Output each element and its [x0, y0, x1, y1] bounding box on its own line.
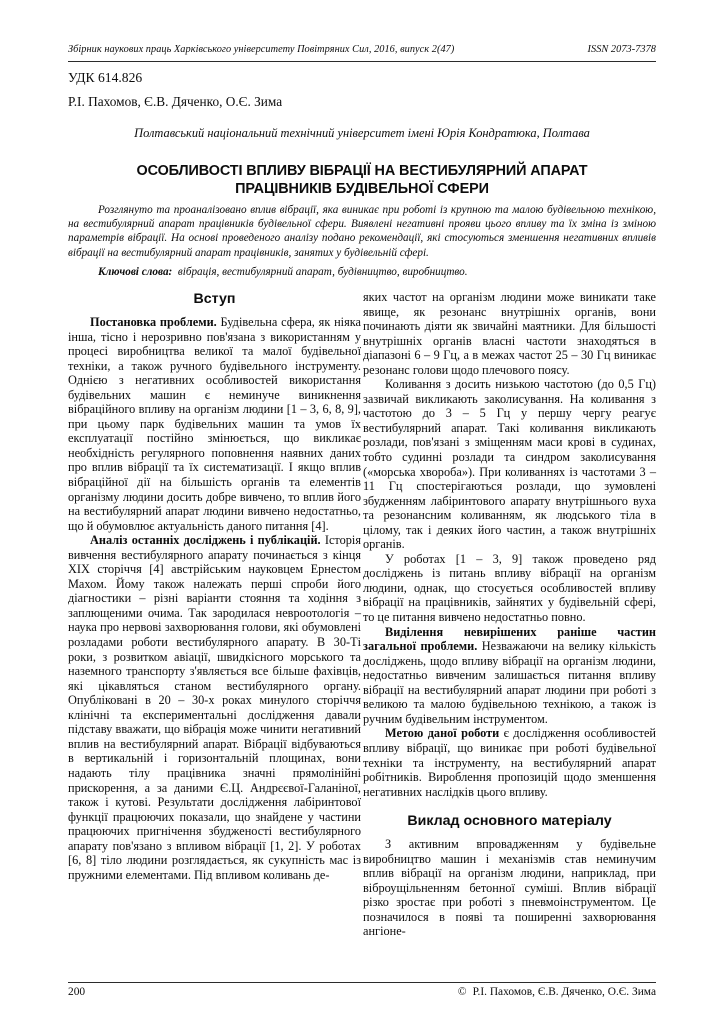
- keywords-list: вібрація, вестибулярний апарат, будівництво, виробництво.: [177, 266, 468, 278]
- section-heading-main-material: Виклад основного матеріалу: [407, 813, 612, 830]
- body-column-left: [68, 290, 361, 882]
- paragraph-lead-literature-review: Аналіз останніх досліджень і публікацій.: [90, 533, 321, 548]
- paragraph-literature-review: [68, 533, 361, 882]
- paragraph-lead-aim: Метою даної роботи: [385, 726, 500, 741]
- section-heading-intro: Вступ: [193, 291, 236, 307]
- paragraph-text-unsolved-parts: Незважаючи на велику кількість досліджень, щодо впливу вібрації на організм людини, недостатньо вивченим залишається питання впливу вібрації на вестибулярний апарат людини при роботі з великою та малою будівельною технікою, а також із ручним будівельним інструментом.: [363, 639, 656, 726]
- paragraph-unsolved-parts: [363, 625, 656, 727]
- paragraph-prior-works: У роботах [1 – 3, 9] також проведено ряд досліджень із питань впливу вібрації на організм людини, однак, що стосується особливостей впливу вібрації на працівників, зайнятих у будівельній сфері, то це питання вивчено недостатньо повно.: [363, 551, 656, 625]
- footer-divider: [68, 982, 656, 983]
- body-column-right: [363, 290, 656, 939]
- paragraph-lead-problem-statement: Постановка проблеми.: [90, 315, 217, 329]
- paragraph-text-problem-statement: Будівельна сфера, як ніяка інша, тісно і нерозривно пов'язана з використанням у процесі виробництва великої та малої будівельної техніки, а також ручного будівельного інструменту. Однією з негативних особливостей використання будівельних машин є неминуче виникнення вібраційного впливу на організм людини [1 – 3, 6, 8, 9], при цьому парк будівельних машин та умов їх експлуатації постійно змінюється, що викликає необхідність регулярного поповнення наявних даних про вплив вібрації та їх систематизації. І якщо вплив вібраційної дії на більшість органів та елементів організму людини досить добре вивчено, то вплив його на вестибулярний апарат людини вивчено недостатньо, що й обумовлює актуальність даного питання [4].: [68, 315, 361, 533]
- affiliation: Полтавський національний технічний університет імені Юрія Кондратюка, Полтава: [134, 126, 590, 140]
- paragraph-text-aim: є дослідження особливостей впливу вібрації, що виникає при роботі будівельної техніки та інструменту, на вестибулярний апарат робітників. Вироблення пропозицій щодо зменшення негативних наслідків цього впливу.: [363, 726, 656, 799]
- paragraph-low-frequency: Коливання з досить низькою частотою (до 0,5 Гц) зазвичай викликають заколисування. На коливання з частотою до 3 – 5 Гц у першу чергу реагує вестибулярний апарат. Такі коливання викликають розлади, пов'язані з зміщенням маси крові в судинах, тобто судинні розлади та синдром заколисування («морська хвороба»). При коливаннях із частотами 3 – 11 Гц спостерігаються розлади, що зумовлені збудженням лабіринтового апарату внутрішнього вуха та резонансним коливанням, як людського тіла в цілому, так і деяких його частин, а також внутрішніх органів.: [363, 377, 656, 552]
- keywords: [68, 266, 656, 278]
- keywords-label: Ключові слова:: [98, 266, 173, 278]
- page-number: 200: [68, 986, 86, 998]
- copyright-icon: ©: [457, 986, 467, 998]
- copyright-line: [458, 986, 656, 998]
- author-list: Р.І. Пахомов, Є.В. Дяченко, О.Є. Зима: [68, 94, 283, 109]
- running-head: [68, 44, 656, 55]
- abstract: Розглянуто та проаналізовано вплив вібрації, яка виникає при роботі із крупною та малою будівельною технікою, на вестибулярний апарат працівників будівельної сфери. Виявлені негативні прояви цього впливу та їх зміна із зміною параметрів вібрації. На основі проведеного аналізу подано рекомендації, які стосуються зменшення негативних впливів вібрації на вестибулярний апарат працівників, занятих у будівельній сфері.: [68, 204, 656, 259]
- udc-code: УДК 614.826: [68, 70, 143, 85]
- paragraph-aim: [363, 726, 656, 799]
- paragraph-text-literature-review: Історія вивчення вестибулярного апарату починається з кінця XIX сторіччя [4] австрійським науковцем Ернестом Махом. Йому також належать перші спроби його діагностики – різні варіанти стояння та ходіння з заплющеними очима. Так зародилася невроотологія – наука про нервові захворювання голови, які обумовлені розладами роботи вестибулярного апарату. В 30-Ті роки, з розвитком авіації, швидкісного морського та наземного транспорту з'являється все більше фахівців, які цікавляться станом вестибулярного органу. Опубліковані в 20 – 30-х роках минулого сторіччя клінічні та експериментальні дослідження давали підставу вважати, що вібрація може чинити негативний вплив на вестибулярний апарат. Вібрації відбуваються в вертикальній і горизонтальній площинах, вони надають тілу працівника значні прямолінійні прискорення, а за даними Є.Ц. Андрєєвої-Галаніної, також і кутові. Результати дослідження лабіринтової функції працюючих показали, що знайдене у частини працюючих пригнічення збудженості вестибулярного апарату пов'язано з впливом вібрації [1, 2]. У роботах [6, 8] тіло людини розглядається, як сукупність мас із пружними елементами. Під впливом коливань де-: [68, 533, 361, 882]
- paragraph-main-material-opening: З активним впровадженням у будівельне виробництво машин і механізмів став неминучим вплив вібрації на організм людини, наприклад, при віброущільненням бетонної суміші. Вплив вібрації різко зростає при роботі з пневмоінструментом. Це позначилося в появі та поширенні захворювання ангіоне-: [363, 837, 656, 939]
- paragraph-continuation-resonance: яких частот на організм людини може виникати таке явище, як резонанс внутрішніх органів, вони починають діяти як звичайні маятники. Для більшості внутрішніх органів власні частоти знаходяться в діапазоні 6 – 9 Гц, а в межах частот 25 – 30 Гц виникає резонанс голови щодо плечового поясу.: [363, 290, 656, 377]
- article-title: ОСОБЛИВОСТІ ВПЛИВУ ВІБРАЦІЇ НА ВЕСТИБУЛЯРНИЙ АПАРАТ ПРАЦІВНИКІВ БУДІВЕЛЬНОЇ СФЕРИ: [136, 162, 588, 197]
- copyright-authors: Р.І. Пахомов, Є.В. Дяченко, О.Є. Зима: [472, 986, 656, 998]
- running-head-journal: Збірник наукових праць Харківського університету Повітряних Сил, 2016, випуск 2(47): [68, 44, 455, 55]
- paragraph-problem-statement: [68, 315, 361, 533]
- header-divider: [68, 61, 656, 62]
- running-head-issn: ISSN 2073-7378: [587, 44, 656, 55]
- paragraph-lead-unsolved-parts: Виділення невирішених раніше частин загальної проблеми.: [363, 624, 656, 654]
